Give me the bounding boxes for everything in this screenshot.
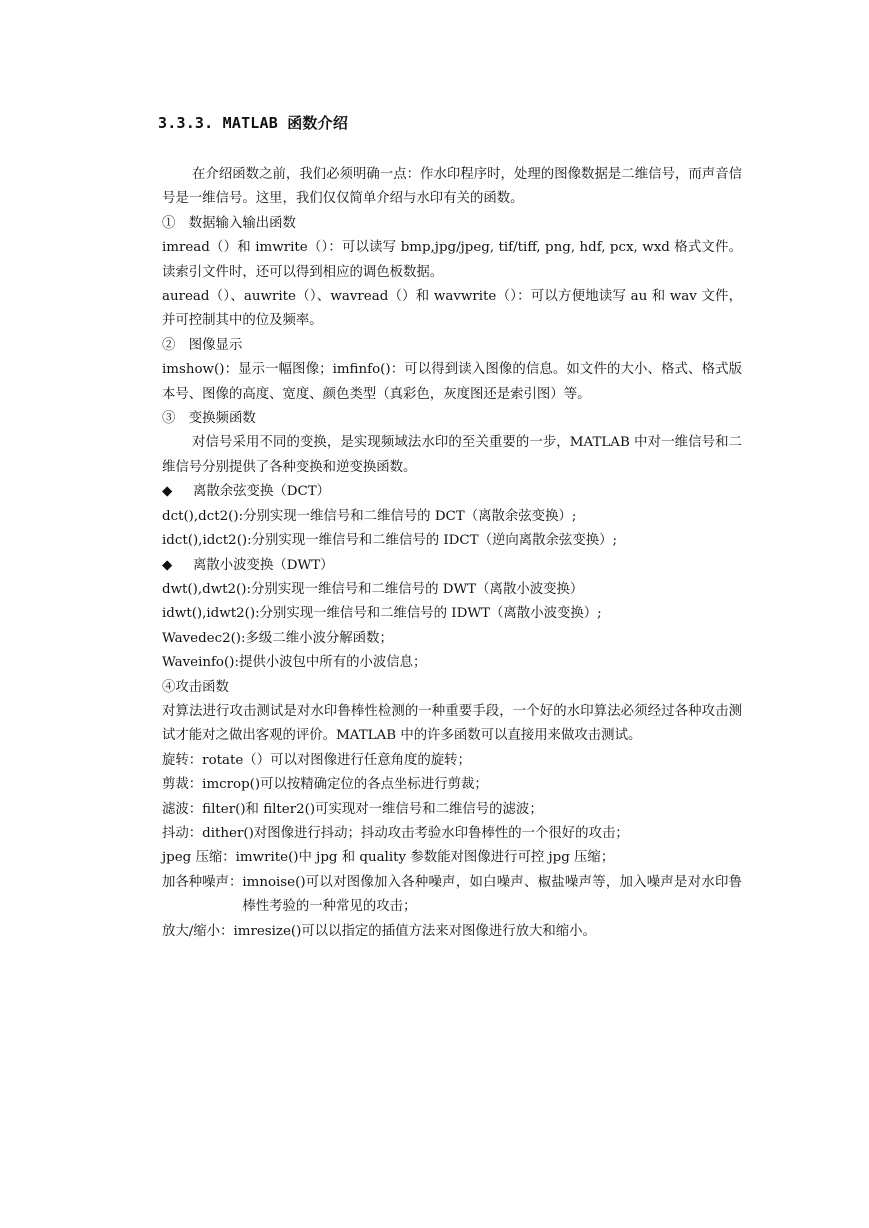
auread-wavread-paragraph: auread（）、auwrite（）、wavread（）和 wavwrite（）：可以方便地读写 au 和 wav 文件，并可控制其中的位及频率。	[162, 289, 742, 329]
imresize-item: 放大/缩小：imresize()可以以指定的插值方法来对图像进行放大和缩小。	[162, 923, 596, 939]
io-functions-heading: ① 数据输入输出函数	[162, 215, 296, 231]
dwt-heading-label: 离散小波变换（DWT）	[193, 557, 334, 573]
wavedec2-item: Wavedec2():多级二维小波分解函数；	[162, 630, 393, 646]
attack-functions-heading: ④攻击函数	[162, 679, 229, 695]
imcrop-item: 剪裁：imcrop()可以按精确定位的各点坐标进行剪裁；	[162, 777, 488, 793]
rotate-item: 旋转：rotate（）可以对图像进行任意角度的旋转；	[162, 752, 471, 768]
section-heading: 3.3.3. MATLAB 函数介绍	[158, 114, 349, 132]
imnoise-text: imnoise()可以对图像加入各种噪声，如白噪声、椒盐噪声等，加入噪声是对水印鲁棒性考验的一种常见的攻击；	[242, 874, 742, 915]
dither-item: 抖动：dither()对图像进行抖动；抖动攻击考验水印鲁棒性的一个很好的攻击；	[162, 825, 629, 841]
intro-paragraph: 在介绍函数之前，我们必须明确一点：作水印程序时，处理的图像数据是二维信号，而声音信号是一维信号。这里，我们仅仅简单介绍与水印有关的函数。	[162, 167, 742, 207]
jpeg-item: jpeg 压缩：imwrite()中 jpg 和 quality 参数能对图像进行可控 jpg 压缩；	[162, 850, 615, 866]
dwt-item: dwt(),dwt2():分别实现一维信号和二维信号的 DWT（离散小波变换）	[162, 581, 584, 597]
attack-intro-paragraph: 对算法进行攻击测试是对水印鲁棒性检测的一种重要手段，一个好的水印算法必须经过各种攻击测试才能对之做出客观的评价。MATLAB 中的许多函数可以直接用来做攻击测试。	[162, 703, 742, 744]
document-body	[162, 163, 742, 944]
display-functions-heading: ② 图像显示	[162, 337, 243, 353]
dct-heading-label: 离散余弦变换（DCT）	[193, 484, 331, 500]
diamond-bullet-icon: ◆	[162, 484, 173, 500]
dct-heading	[162, 480, 742, 504]
imnoise-item	[162, 871, 742, 920]
transform-intro-paragraph: 对信号采用不同的变换，是实现频域法水印的至关重要的一步，MATLAB 中对一维信号和二维信号分别提供了各种变换和逆变换函数。	[162, 435, 742, 475]
diamond-bullet-icon: ◆	[162, 557, 173, 573]
imnoise-label: 加各种噪声：	[162, 874, 243, 890]
waveinfo-item: Waveinfo():提供小波包中所有的小波信息；	[162, 655, 427, 671]
filter-item: 滤波：filter()和 filter2()可实现对一维信号和二维信号的滤波；	[162, 801, 543, 817]
dwt-heading	[162, 554, 742, 578]
idwt-item: idwt(),idwt2():分别实现一维信号和二维信号的 IDWT（离散小波变换）;	[162, 606, 602, 622]
transform-functions-heading: ③ 变换频函数	[162, 411, 256, 427]
imread-imwrite-paragraph: imread（）和 imwrite（）：可以读写 bmp,jpg/jpeg, tif/tiff, png, hdf, pcx, wxd 格式文件。读索引文件时，还可以得到相应的调色板数据。	[162, 240, 742, 280]
idct-item: idct(),idct2():分别实现一维信号和二维信号的 IDCT（逆向离散余弦变换）;	[162, 533, 617, 549]
imshow-imfinfo-paragraph: imshow()：显示一幅图像；imfinfo()：可以得到读入图像的信息。如文件的大小、格式、格式版本号、图像的高度、宽度、颜色类型（真彩色，灰度图还是索引图）等。	[162, 362, 742, 402]
dct-item: dct(),dct2():分别实现一维信号和二维信号的 DCT（离散余弦变换）;	[162, 508, 577, 524]
